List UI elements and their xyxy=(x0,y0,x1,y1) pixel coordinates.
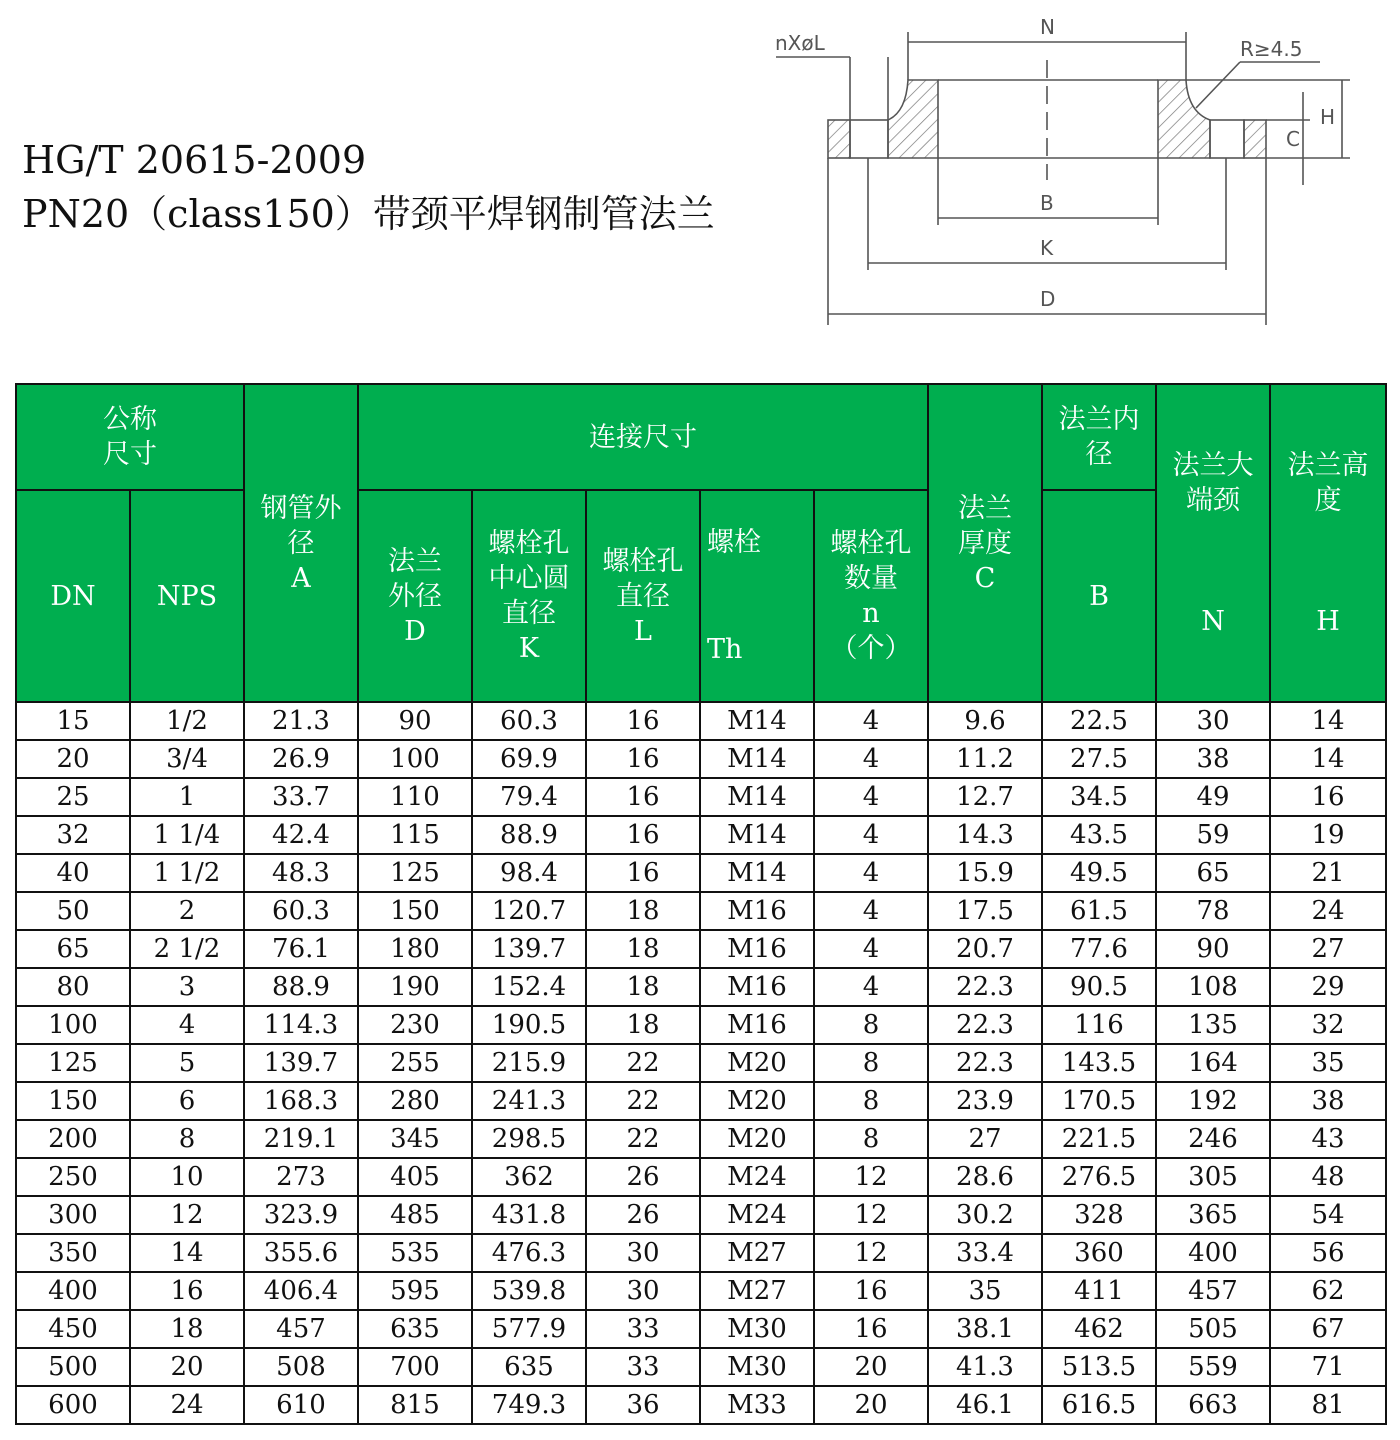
table-cell: M16 xyxy=(700,930,814,968)
table-cell: M27 xyxy=(700,1272,814,1310)
table-cell: 12.7 xyxy=(928,778,1042,816)
table-row xyxy=(16,1386,1386,1424)
table-cell: 27 xyxy=(928,1120,1042,1158)
table-cell: 221.5 xyxy=(1042,1120,1156,1158)
table-cell: 35 xyxy=(1270,1044,1386,1082)
table-cell: 22.3 xyxy=(928,1006,1042,1044)
table-cell: 431.8 xyxy=(472,1196,586,1234)
table-cell: M24 xyxy=(700,1158,814,1196)
table-cell: 365 xyxy=(1156,1196,1270,1234)
table-cell: 24 xyxy=(1270,892,1386,930)
table-cell: 18 xyxy=(586,968,700,1006)
table-cell: 170.5 xyxy=(1042,1082,1156,1120)
header-flange-thickness: 法兰 厚度 C xyxy=(928,384,1042,702)
table-cell: 114.3 xyxy=(244,1006,358,1044)
table-cell: 462 xyxy=(1042,1310,1156,1348)
table-cell: 16 xyxy=(814,1310,928,1348)
table-cell: 18 xyxy=(586,930,700,968)
header-flange-od: 法兰 外径 D xyxy=(358,490,472,702)
table-cell: 4 xyxy=(814,778,928,816)
height-label: H xyxy=(1320,105,1336,129)
table-cell: 14.3 xyxy=(928,816,1042,854)
table-cell: 10 xyxy=(130,1158,244,1196)
table-cell: 215.9 xyxy=(472,1044,586,1082)
table-cell: 49.5 xyxy=(1042,854,1156,892)
table-cell: 19 xyxy=(1270,816,1386,854)
table-cell: 29 xyxy=(1270,968,1386,1006)
table-cell: 65 xyxy=(1156,854,1270,892)
table-cell: 20 xyxy=(814,1348,928,1386)
table-cell: 164 xyxy=(1156,1044,1270,1082)
table-cell: 20 xyxy=(16,740,130,778)
table-cell: 400 xyxy=(16,1272,130,1310)
table-cell: 125 xyxy=(358,854,472,892)
table-cell: M14 xyxy=(700,740,814,778)
table-row xyxy=(16,816,1386,854)
table-cell: 125 xyxy=(16,1044,130,1082)
table-cell: 27 xyxy=(1270,930,1386,968)
table-cell: 4 xyxy=(130,1006,244,1044)
table-cell: 135 xyxy=(1156,1006,1270,1044)
table-cell: 616.5 xyxy=(1042,1386,1156,1424)
table-cell: 14 xyxy=(1270,740,1386,778)
table-cell: 457 xyxy=(244,1310,358,1348)
table-cell: 411 xyxy=(1042,1272,1156,1310)
table-cell: 1 xyxy=(130,778,244,816)
header-dn: DN xyxy=(16,490,130,702)
table-cell: 34.5 xyxy=(1042,778,1156,816)
table-cell: 168.3 xyxy=(244,1082,358,1120)
bolt-circle-label: K xyxy=(1040,236,1054,260)
table-cell: 38.1 xyxy=(928,1310,1042,1348)
table-cell: 26.9 xyxy=(244,740,358,778)
table-cell: M14 xyxy=(700,702,814,740)
table-cell: M16 xyxy=(700,892,814,930)
table-cell: 33 xyxy=(586,1348,700,1386)
table-cell: 192 xyxy=(1156,1082,1270,1120)
header-nominal-size: 公称 尺寸 xyxy=(16,384,244,490)
table-cell: 139.7 xyxy=(472,930,586,968)
table-cell: 1/2 xyxy=(130,702,244,740)
header-flange-height xyxy=(1270,384,1386,702)
hub-diameter-label: N xyxy=(1040,15,1055,39)
table-cell: 298.5 xyxy=(472,1120,586,1158)
table-cell: 12 xyxy=(814,1234,928,1272)
table-cell: 12 xyxy=(814,1158,928,1196)
table-cell: 190.5 xyxy=(472,1006,586,1044)
table-row xyxy=(16,1158,1386,1196)
header-bolt xyxy=(700,490,814,702)
table-cell: 246 xyxy=(1156,1120,1270,1158)
table-cell: 16 xyxy=(586,740,700,778)
table-cell: 49 xyxy=(1156,778,1270,816)
table-cell: 16 xyxy=(586,702,700,740)
table-cell: 190 xyxy=(358,968,472,1006)
table-cell: 635 xyxy=(472,1348,586,1386)
table-row xyxy=(16,778,1386,816)
table-cell: 38 xyxy=(1270,1082,1386,1120)
header-bolt-hole-diameter: 螺栓孔 直径 L xyxy=(586,490,700,702)
table-cell: 18 xyxy=(586,1006,700,1044)
table-cell: 76.1 xyxy=(244,930,358,968)
table-cell: 3/4 xyxy=(130,740,244,778)
table-row xyxy=(16,1348,1386,1386)
table-cell: 35 xyxy=(928,1272,1042,1310)
table-cell: 28.6 xyxy=(928,1158,1042,1196)
table-cell: 30.2 xyxy=(928,1196,1042,1234)
table-cell: 20 xyxy=(814,1386,928,1424)
table-cell: 350 xyxy=(16,1234,130,1272)
table-cell: 16 xyxy=(586,778,700,816)
table-cell: 26 xyxy=(586,1158,700,1196)
table-cell: 457 xyxy=(1156,1272,1270,1310)
table-cell: 150 xyxy=(16,1082,130,1120)
table-cell: 17.5 xyxy=(928,892,1042,930)
header-bolt-count: 螺栓孔 数量 n （个） xyxy=(814,490,928,702)
table-row xyxy=(16,854,1386,892)
table-cell: 323.9 xyxy=(244,1196,358,1234)
table-cell: 48.3 xyxy=(244,854,358,892)
table-cell: 505 xyxy=(1156,1310,1270,1348)
table-cell: 71 xyxy=(1270,1348,1386,1386)
table-cell: M30 xyxy=(700,1310,814,1348)
header-pipe-od: 钢管外 径 A xyxy=(244,384,358,702)
table-cell: 152.4 xyxy=(472,968,586,1006)
table-cell: 15 xyxy=(16,702,130,740)
table-cell: 8 xyxy=(814,1082,928,1120)
table-cell: 3 xyxy=(130,968,244,1006)
thickness-label: C xyxy=(1286,127,1300,151)
table-cell: M33 xyxy=(700,1386,814,1424)
table-cell: 22.3 xyxy=(928,1044,1042,1082)
table-cell: 749.3 xyxy=(472,1386,586,1424)
table-cell: 26 xyxy=(586,1196,700,1234)
table-cell: 280 xyxy=(358,1082,472,1120)
table-cell: 595 xyxy=(358,1272,472,1310)
table-cell: M20 xyxy=(700,1120,814,1158)
table-cell: 610 xyxy=(244,1386,358,1424)
table-cell: 14 xyxy=(130,1234,244,1272)
table-cell: 180 xyxy=(358,930,472,968)
table-cell: 255 xyxy=(358,1044,472,1082)
table-cell: 110 xyxy=(358,778,472,816)
table-cell: 485 xyxy=(358,1196,472,1234)
table-cell: 815 xyxy=(358,1386,472,1424)
outer-diameter-label: D xyxy=(1040,287,1056,311)
table-cell: 21 xyxy=(1270,854,1386,892)
table-cell: 4 xyxy=(814,816,928,854)
table-cell: 400 xyxy=(1156,1234,1270,1272)
table-cell: 18 xyxy=(130,1310,244,1348)
table-row xyxy=(16,702,1386,740)
table-cell: 59 xyxy=(1156,816,1270,854)
table-cell: 16 xyxy=(1270,778,1386,816)
table-cell: 79.4 xyxy=(472,778,586,816)
table-cell: 22 xyxy=(586,1120,700,1158)
header-hub-symbol: N xyxy=(1201,605,1225,637)
table-cell: M14 xyxy=(700,778,814,816)
table-cell: 405 xyxy=(358,1158,472,1196)
table-row xyxy=(16,740,1386,778)
table-cell: 33.7 xyxy=(244,778,358,816)
table-cell: 60.3 xyxy=(472,702,586,740)
table-cell: 300 xyxy=(16,1196,130,1234)
table-cell: 4 xyxy=(814,892,928,930)
table-cell: 2 1/2 xyxy=(130,930,244,968)
table-cell: 77.6 xyxy=(1042,930,1156,968)
table-cell: M27 xyxy=(700,1234,814,1272)
table-cell: M16 xyxy=(700,968,814,1006)
table-cell: 241.3 xyxy=(472,1082,586,1120)
table-row xyxy=(16,1310,1386,1348)
table-cell: 36 xyxy=(586,1386,700,1424)
table-row xyxy=(16,1120,1386,1158)
table-cell: 360 xyxy=(1042,1234,1156,1272)
table-cell: 116 xyxy=(1042,1006,1156,1044)
table-cell: 90 xyxy=(1156,930,1270,968)
table-cell: 345 xyxy=(358,1120,472,1158)
table-cell: 11.2 xyxy=(928,740,1042,778)
table-cell: 25 xyxy=(16,778,130,816)
table-cell: 98.4 xyxy=(472,854,586,892)
table-row xyxy=(16,1272,1386,1310)
table-cell: 513.5 xyxy=(1042,1348,1156,1386)
table-row xyxy=(16,1196,1386,1234)
table-cell: 2 xyxy=(130,892,244,930)
document-title-standard: HG/T 20615-2009 xyxy=(22,138,367,182)
table-cell: 1 1/2 xyxy=(130,854,244,892)
table-cell: M30 xyxy=(700,1348,814,1386)
table-cell: 22.3 xyxy=(928,968,1042,1006)
table-cell: 69.9 xyxy=(472,740,586,778)
table-row xyxy=(16,930,1386,968)
header-hub-label: 法兰大 端颈 xyxy=(1172,449,1254,516)
radius-label: R≥4.5 xyxy=(1240,37,1303,61)
table-cell: 88.9 xyxy=(472,816,586,854)
table-cell: 355.6 xyxy=(244,1234,358,1272)
table-cell: 20 xyxy=(130,1348,244,1386)
table-cell: 139.7 xyxy=(244,1044,358,1082)
table-cell: 65 xyxy=(16,930,130,968)
table-cell: 41.3 xyxy=(928,1348,1042,1386)
table-cell: 24 xyxy=(130,1386,244,1424)
table-cell: 18 xyxy=(586,892,700,930)
table-cell: 250 xyxy=(16,1158,130,1196)
table-cell: 88.9 xyxy=(244,968,358,1006)
table-cell: 577.9 xyxy=(472,1310,586,1348)
table-cell: 9.6 xyxy=(928,702,1042,740)
table-cell: 276.5 xyxy=(1042,1158,1156,1196)
table-cell: 62 xyxy=(1270,1272,1386,1310)
table-cell: 16 xyxy=(130,1272,244,1310)
table-cell: 43 xyxy=(1270,1120,1386,1158)
table-cell: M20 xyxy=(700,1044,814,1082)
table-body xyxy=(16,702,1386,1424)
table-cell: 450 xyxy=(16,1310,130,1348)
table-cell: 1 1/4 xyxy=(130,816,244,854)
header-height-symbol: H xyxy=(1316,605,1340,637)
table-cell: 12 xyxy=(814,1196,928,1234)
table-cell: 5 xyxy=(130,1044,244,1082)
header-connection-dimensions: 连接尺寸 xyxy=(358,384,928,490)
table-cell: 38 xyxy=(1156,740,1270,778)
flange-dimension-table xyxy=(15,383,1387,1425)
table-cell: 539.8 xyxy=(472,1272,586,1310)
table-cell: 108 xyxy=(1156,968,1270,1006)
table-cell: 40 xyxy=(16,854,130,892)
table-cell: 56 xyxy=(1270,1234,1386,1272)
table-cell: 43.5 xyxy=(1042,816,1156,854)
table-cell: 78 xyxy=(1156,892,1270,930)
table-cell: M20 xyxy=(700,1082,814,1120)
table-cell: 30 xyxy=(1156,702,1270,740)
table-cell: 143.5 xyxy=(1042,1044,1156,1082)
table-cell: 54 xyxy=(1270,1196,1386,1234)
table-row xyxy=(16,1044,1386,1082)
table-cell: 6 xyxy=(130,1082,244,1120)
table-cell: 100 xyxy=(358,740,472,778)
header-bolt-thread: Th xyxy=(707,634,743,665)
table-cell: 120.7 xyxy=(472,892,586,930)
table-cell: 4 xyxy=(814,740,928,778)
table-cell: 23.9 xyxy=(928,1082,1042,1120)
table-cell: 508 xyxy=(244,1348,358,1386)
table-cell: 100 xyxy=(16,1006,130,1044)
table-cell: 33 xyxy=(586,1310,700,1348)
table-cell: 33.4 xyxy=(928,1234,1042,1272)
table-cell: 8 xyxy=(814,1006,928,1044)
header-nps: NPS xyxy=(130,490,244,702)
table-cell: 15.9 xyxy=(928,854,1042,892)
document-title-description: PN20（class150）带颈平焊钢制管法兰 xyxy=(22,192,715,236)
flange-cross-section-diagram xyxy=(760,0,1400,340)
table-cell: 635 xyxy=(358,1310,472,1348)
table-cell: 230 xyxy=(358,1006,472,1044)
table-cell: 80 xyxy=(16,968,130,1006)
table-cell: 476.3 xyxy=(472,1234,586,1272)
table-cell: 32 xyxy=(16,816,130,854)
bolt-hole-label: nXøL xyxy=(775,31,825,55)
table-cell: 115 xyxy=(358,816,472,854)
table-cell: 61.5 xyxy=(1042,892,1156,930)
table-cell: 67 xyxy=(1270,1310,1386,1348)
header-inner-b: B xyxy=(1042,490,1156,702)
table-cell: 16 xyxy=(586,854,700,892)
table-row xyxy=(16,1082,1386,1120)
table-cell: 16 xyxy=(814,1272,928,1310)
table-header xyxy=(16,384,1386,702)
table-cell: 42.4 xyxy=(244,816,358,854)
table-cell: 90.5 xyxy=(1042,968,1156,1006)
table-cell: 4 xyxy=(814,854,928,892)
table-cell: 48 xyxy=(1270,1158,1386,1196)
table-cell: 14 xyxy=(1270,702,1386,740)
table-cell: 219.1 xyxy=(244,1120,358,1158)
table-cell: 4 xyxy=(814,930,928,968)
table-cell: 22 xyxy=(586,1082,700,1120)
table-cell: 22 xyxy=(586,1044,700,1082)
table-cell: 500 xyxy=(16,1348,130,1386)
table-row xyxy=(16,892,1386,930)
table-cell: 8 xyxy=(130,1120,244,1158)
table-cell: 22.5 xyxy=(1042,702,1156,740)
table-cell: 8 xyxy=(814,1120,928,1158)
header-flange-hub xyxy=(1156,384,1270,702)
table-cell: 32 xyxy=(1270,1006,1386,1044)
bore-diameter-label: B xyxy=(1040,191,1054,215)
table-cell: M14 xyxy=(700,854,814,892)
table-cell: 305 xyxy=(1156,1158,1270,1196)
table-cell: 16 xyxy=(586,816,700,854)
table-cell: 328 xyxy=(1042,1196,1156,1234)
table-row xyxy=(16,968,1386,1006)
table-cell: 20.7 xyxy=(928,930,1042,968)
table-cell: 60.3 xyxy=(244,892,358,930)
table-cell: 700 xyxy=(358,1348,472,1386)
table-cell: 559 xyxy=(1156,1348,1270,1386)
table-cell: 12 xyxy=(130,1196,244,1234)
table-cell: 535 xyxy=(358,1234,472,1272)
table-cell: 150 xyxy=(358,892,472,930)
table-cell: M24 xyxy=(700,1196,814,1234)
table-cell: 200 xyxy=(16,1120,130,1158)
table-cell: 406.4 xyxy=(244,1272,358,1310)
header-bolt-label: 螺栓 xyxy=(707,527,761,558)
table-cell: M16 xyxy=(700,1006,814,1044)
table-cell: 663 xyxy=(1156,1386,1270,1424)
table-cell: 90 xyxy=(358,702,472,740)
table-cell: 4 xyxy=(814,968,928,1006)
table-cell: 600 xyxy=(16,1386,130,1424)
header-flange-inner-diameter: 法兰内 径 xyxy=(1042,384,1156,490)
table-cell: 81 xyxy=(1270,1386,1386,1424)
table-cell: 50 xyxy=(16,892,130,930)
table-cell: 21.3 xyxy=(244,702,358,740)
table-cell: 4 xyxy=(814,702,928,740)
table-cell: 30 xyxy=(586,1272,700,1310)
table-cell: M14 xyxy=(700,816,814,854)
table-row xyxy=(16,1234,1386,1272)
table-row xyxy=(16,1006,1386,1044)
table-cell: 46.1 xyxy=(928,1386,1042,1424)
header-height-label: 法兰高 度 xyxy=(1287,449,1369,516)
table-cell: 362 xyxy=(472,1158,586,1196)
header-bolt-circle: 螺栓孔 中心圆 直径 K xyxy=(472,490,586,702)
table-cell: 8 xyxy=(814,1044,928,1082)
table-cell: 30 xyxy=(586,1234,700,1272)
table-cell: 273 xyxy=(244,1158,358,1196)
table-cell: 27.5 xyxy=(1042,740,1156,778)
